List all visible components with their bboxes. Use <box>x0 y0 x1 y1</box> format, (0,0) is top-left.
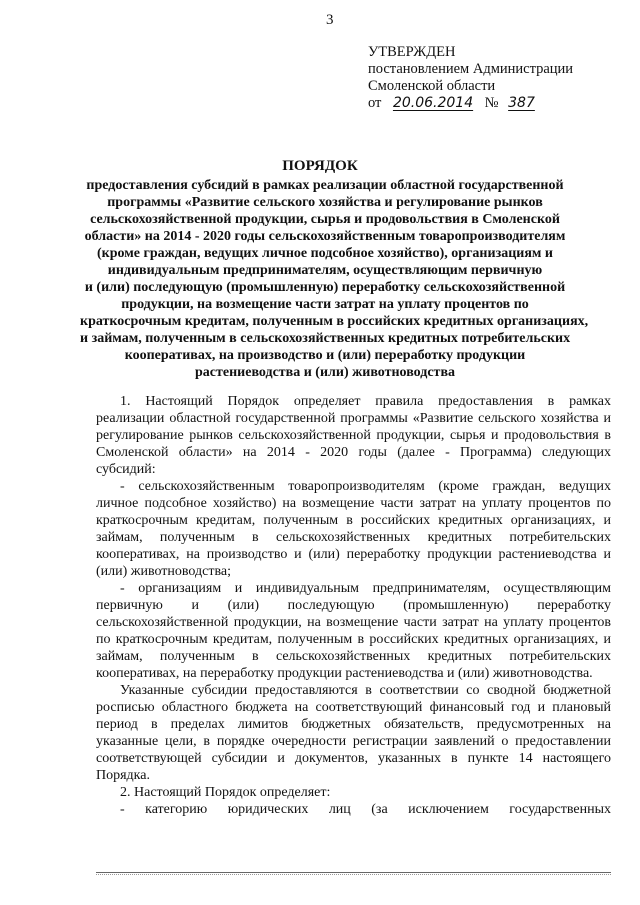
body-text-line: 1. Настоящий Порядок определяет правила предоставления в рамках <box>120 394 611 409</box>
heading-line: и (или) последующую (промышленную) переработку сельскохозяйственной <box>84 280 566 295</box>
date-prefix: от <box>368 95 382 111</box>
document-heading <box>80 177 589 381</box>
body-text-line: - организациям и индивидуальным предпринимателям, осуществляющим <box>120 581 611 596</box>
page-number: 3 <box>326 12 334 28</box>
body-text-line: - категорию юридических лиц (за исключением государственных <box>120 802 611 817</box>
body-text-line: займам, полученным в сельскохозяйственных кредитных потребительских <box>96 530 611 545</box>
approval-stamp <box>368 44 573 112</box>
heading-line: индивидуальным предпринимателям, осуществляющим первичную <box>107 263 543 278</box>
heading-line: растениеводства и (или) животноводства <box>195 365 455 380</box>
heading-line: и займам, полученным в сельскохозяйственных кредитных потребительских <box>80 331 571 346</box>
body-text-line: период в пределах лимитов бюджетных обязательств, предусмотренных на <box>96 717 611 732</box>
heading-line: области» на 2014 - 2020 годы сельскохозяйственным товаропроизводителям <box>84 229 566 244</box>
heading-line: краткосрочным кредитам, полученным в российских кредитных организациях, <box>80 314 589 329</box>
heading-line: (кроме граждан, ведущих личное подсобное хозяйство), организациям и <box>97 246 553 261</box>
handwritten-number: 387 <box>508 95 535 111</box>
approval-date-line <box>368 95 573 112</box>
document-title: ПОРЯДОК <box>282 158 358 174</box>
body-text-line: Порядка. <box>96 768 150 783</box>
heading-line: кооперативах, на производство и (или) переработку продукции <box>124 348 526 363</box>
body-text-line: 2. Настоящий Порядок определяет: <box>120 785 331 800</box>
body-text-line: субсидий: <box>96 462 156 477</box>
body-text-line: росписью областного бюджета на соответствующий финансовый год и плановый <box>96 700 611 715</box>
number-sign: № <box>484 95 499 111</box>
heading-line: сельскохозяйственной продукции, сырья и продовольствия в Смоленской <box>90 212 560 227</box>
body-text-line: первичную и (или) последующую (промышленную) переработку <box>96 598 611 613</box>
heading-line: продукции, на возмещение части затрат на уплату процентов по <box>121 297 529 312</box>
body-text-line: сельскохозяйственной продукции, на возмещение части затрат на уплату процентов <box>96 615 611 630</box>
body-text-line: личное подсобное хозяйство) на возмещение части затрат на уплату процентов по <box>96 496 611 511</box>
body-text-line: - сельскохозяйственным товаропроизводителям (кроме граждан, ведущих <box>120 479 611 494</box>
approval-line-3: Смоленской области <box>368 78 496 94</box>
body-text-line: Указанные субсидии предоставляются в соответствии со сводной бюджетной <box>120 683 611 698</box>
body-text-line: указанные цели, в порядке очередности регистрации заявлений о предоставлении <box>96 734 611 749</box>
heading-line: предоставления субсидий в рамках реализации областной государственной <box>86 178 564 193</box>
body-text-line: реализации областной государственной программы «Развитие сельского хозяйства и <box>96 411 611 426</box>
approval-line-2: постановлением Администрации <box>368 61 574 77</box>
body-text-line: краткосрочным кредитам, полученным в российских кредитных организациях, и <box>96 513 611 528</box>
body-text-line: Смоленской области» на 2014 - 2020 годы (далее - Программа) следующих <box>96 445 611 460</box>
footer-divider <box>96 872 611 873</box>
body-text-line: (или) животноводства; <box>96 564 231 579</box>
body-text-line: кооперативах, на переработку продукции растениеводства и (или) животноводства. <box>96 666 593 681</box>
body-text-line: по краткосрочным кредитам, полученным в российских кредитных организациях, и <box>96 632 611 647</box>
body-text-line: соответствующей субсидии и документов, указанных в пункте 14 настоящего <box>96 751 611 766</box>
heading-line: программы «Развитие сельского хозяйства и регулирование рынков <box>107 195 543 210</box>
body-text-line: займам, полученным в сельскохозяйственных кредитных потребительских <box>96 649 611 664</box>
handwritten-date: 20.06.2014 <box>392 95 474 111</box>
body-text-line: регулирование рынков сельскохозяйственной продукции, сырья и продовольствия в <box>96 428 611 443</box>
body-text-line: кооперативах, на производство и (или) переработку продукции растениеводства и <box>96 547 611 562</box>
footer-divider-secondary <box>96 874 611 875</box>
approval-line-1: УТВЕРЖДЕН <box>368 44 456 60</box>
document-body <box>96 393 611 818</box>
